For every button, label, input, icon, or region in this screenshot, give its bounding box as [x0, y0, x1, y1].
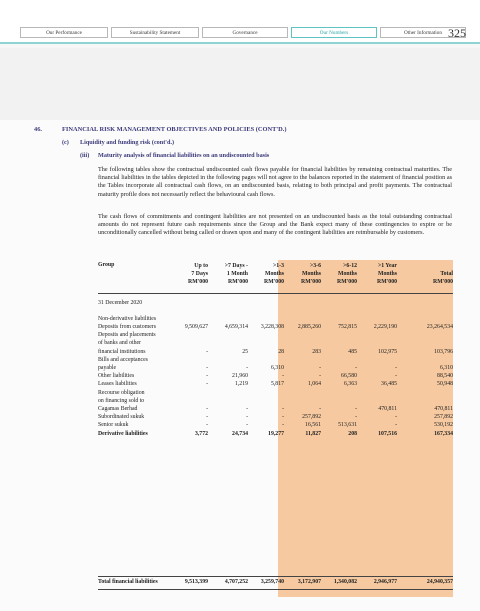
total-row-col-7: 24,940,357 — [426, 579, 453, 585]
total-row-col-6: 2,946,977 — [373, 579, 397, 585]
table-row-1-label-line-1: Deposits from customers — [98, 324, 156, 330]
table-row-2-col-5: 485 — [348, 348, 357, 355]
table-row-9-col-4: 11,827 — [305, 430, 321, 437]
table-row-7-col-6: - — [395, 414, 397, 421]
table-row-4-col-4: - — [319, 373, 321, 380]
column-header-5-line-3: RM'000 — [337, 279, 357, 285]
column-header-1-line-2: 7 Days — [191, 271, 208, 277]
table-row-2-col-4: 283 — [312, 348, 321, 355]
table-row-8-col-2: - — [246, 422, 248, 429]
table-row-1-col-5: 752,815 — [338, 324, 357, 330]
table-row-3-col-3: 6,310 — [270, 365, 284, 371]
total-row-col-3: 3,259,740 — [260, 579, 284, 585]
column-header-7-line-3: RM'000 — [433, 279, 453, 285]
table-row-5-col-5: 6,363 — [343, 381, 357, 388]
table-row-8-label-line-1: Senior sukuk — [98, 422, 129, 429]
subsection-title: Liquidity and funding risk (cont'd.) — [80, 139, 175, 146]
highlight-column-bank — [278, 260, 453, 597]
table-row-8-col-6: - — [395, 422, 397, 429]
column-header-4-line-3: RM'000 — [301, 279, 321, 285]
table-row-9-col-1: 3,772 — [194, 430, 208, 437]
table-row-2-col-6: 102,975 — [378, 348, 397, 355]
tab-our-performance[interactable]: Our Performance — [20, 27, 108, 38]
table-row-5-col-3: 5,817 — [270, 381, 284, 388]
table-row-6-col-5: - — [355, 406, 357, 412]
tab-our-numbers[interactable]: Our Numbers — [291, 27, 377, 38]
table-row-3-col-7: 6,310 — [439, 365, 453, 371]
total-row-col-4: 3,172,907 — [297, 579, 321, 585]
background-band — [0, 48, 480, 120]
table-row-8-col-3: - — [282, 422, 284, 429]
table-row-7-col-7: 257,892 — [434, 414, 453, 421]
column-header-5-line-1: >6-12 — [343, 263, 357, 269]
table-section-label: Non-derivative liabilities — [98, 316, 157, 322]
column-header-6-line-2: Months — [377, 271, 397, 277]
column-header-3-line-1: >1-3 — [272, 263, 284, 269]
total-row-col-5: 1,340,082 — [333, 579, 357, 585]
table-row-2-label-line-1: Deposits and placements — [98, 332, 156, 339]
total-row-col-2: 4,707,252 — [224, 579, 248, 585]
table-row-7-col-1: - — [206, 414, 208, 421]
table-row-3-col-2: - — [246, 365, 248, 371]
table-row-8-col-4: 16,561 — [305, 422, 321, 429]
table-row-2-col-1: - — [206, 348, 208, 355]
table-row-8-col-1: - — [206, 422, 208, 429]
table-row-1-col-2: 4,659,314 — [224, 324, 248, 330]
table-row-9-col-3: 19,277 — [268, 430, 284, 437]
table-row-1-col-3: 3,228,308 — [260, 324, 284, 330]
table-row-9-col-6: 107,516 — [378, 430, 397, 437]
total-bottom-rule — [98, 589, 453, 590]
table-row-3-col-5: - — [355, 365, 357, 371]
table-row-5-col-1: - — [206, 381, 208, 388]
column-header-2-line-2: 1 Month — [226, 271, 248, 277]
paragraph-2: The cash flows of commitments and contingent liabilities are not presented on an undiscounted basis as the total outstanding contractual amounts do not represent future cash requirements since the Group and the Bank expect many of these contingencies to expire or be unconditionally cancelled without being called or drawn upon and many of the contingent liabilities are reimbursable by customers. — [98, 213, 452, 237]
total-top-rule — [98, 576, 453, 577]
table-row-6-label-line-3: Cagamas Berhad — [98, 406, 138, 412]
column-header-3-line-2: Months — [264, 271, 284, 277]
table-row-1-col-1: 9,509,627 — [184, 324, 208, 330]
table-row-4-label-line-1: Other liabilities — [98, 373, 135, 380]
table-row-6-label-line-1: Recourse obligation — [98, 389, 145, 396]
table-row-2-col-2: 25 — [242, 348, 248, 355]
table-row-6-label-line-2: on financing sold to — [98, 397, 145, 404]
column-header-2-line-3: RM'000 — [228, 279, 248, 285]
table-row-2-label-line-2: of banks and other — [98, 340, 141, 347]
tab-governance[interactable]: Governance — [202, 27, 288, 38]
table-row-7-label-line-1: Subordinated sukuk — [98, 414, 145, 421]
table-row-5-col-4: 1,064 — [307, 381, 321, 388]
header-rule — [0, 42, 480, 44]
table-row-9-label-line-1: Derivative liabilities — [98, 430, 148, 437]
column-header-3-line-3: RM'000 — [264, 279, 284, 285]
tab-other-information[interactable]: Other Information — [380, 27, 466, 38]
table-row-4-col-3: - — [282, 373, 284, 380]
subsection-label: (c) — [62, 139, 69, 146]
section-nav — [20, 27, 469, 39]
subsubsection-label: (iii) — [80, 152, 90, 159]
table-row-1-col-6: 2,229,190 — [373, 324, 397, 330]
table-row-7-col-5: - — [355, 414, 357, 421]
table-row-5-col-7: 50,948 — [437, 381, 453, 388]
page-number: 325 — [448, 26, 466, 40]
table-row-6-col-6: 470,811 — [378, 406, 397, 412]
total-row-label: Total financial liabilities — [98, 579, 158, 585]
section-number: 46. — [34, 126, 42, 133]
table-row-3-label-line-2: payable — [98, 365, 117, 371]
table-row-8-col-5: 513,631 — [338, 422, 357, 429]
table-row-1-col-7: 23,264,534 — [426, 324, 453, 330]
table-row-4-col-7: 88,540 — [437, 373, 453, 380]
table-row-3-col-1: - — [206, 365, 208, 371]
table-row-6-col-1: - — [206, 406, 208, 412]
table-row-3-label-line-1: Bills and acceptances — [98, 356, 148, 363]
table-date-label: 31 December 2020 — [98, 300, 143, 306]
column-header-1-line-3: RM'000 — [188, 279, 208, 285]
table-row-6-col-2: - — [246, 406, 248, 412]
column-header-4-line-2: Months — [301, 271, 321, 277]
table-row-9-col-2: 24,734 — [232, 430, 248, 437]
table-group-label: Group — [98, 262, 115, 268]
table-row-5-label-line-1: Leases liabilities — [98, 381, 137, 388]
column-header-6-line-1: >1 Year — [377, 263, 397, 269]
table-row-3-col-4: - — [319, 365, 321, 371]
table-row-9-col-5: 208 — [348, 430, 357, 437]
section-title: FINANCIAL RISK MANAGEMENT OBJECTIVES AND POLICIES (CONT'D.) — [62, 126, 287, 133]
table-row-6-col-4: - — [319, 406, 321, 412]
table-row-4-col-1: - — [206, 373, 208, 380]
table-row-2-label-line-3: financial institutions — [98, 348, 146, 355]
column-header-2-line-1: >7 Days - — [224, 263, 248, 269]
subsubsection-title: Maturity analysis of financial liabilities on an undiscounted basis — [98, 152, 270, 159]
table-row-9-col-7: 167,334 — [434, 430, 453, 437]
table-row-3-col-6: - — [395, 365, 397, 371]
table-row-7-col-2: - — [246, 414, 248, 421]
column-header-6-line-3: RM'000 — [377, 279, 397, 285]
table-row-4-col-5: 66,580 — [341, 373, 357, 380]
column-header-4-line-1: >3-6 — [309, 263, 321, 269]
column-header-7-line-2: Total — [440, 271, 453, 277]
table-row-6-col-7: 470,811 — [434, 406, 453, 412]
table-row-2-col-7: 103,796 — [434, 348, 453, 355]
tab-sustainability-statement[interactable]: Sustainability Statement — [111, 27, 199, 38]
table-row-2-col-3: 28 — [278, 348, 284, 355]
column-header-1-line-1: Up to — [194, 263, 208, 269]
table-row-4-col-2: 21,960 — [232, 373, 248, 380]
header-divider — [98, 293, 453, 294]
table-row-1-col-4: 2,885,260 — [297, 324, 321, 330]
table-row-5-col-2: 1,219 — [234, 381, 248, 388]
total-row-col-1: 9,513,399 — [184, 579, 208, 585]
table-row-6-col-3: - — [282, 406, 284, 412]
paragraph-1: The following tables show the contractual undiscounted cash flows payable for financial liabilities by remaining contractual maturities. The financial liabilities in the tables depicted in the following pages will not agree to the balances reported in the statement of financial position as the Tables incorporate all contractual cash flows, on an undiscounted basis, relating to both principal and profit payments. The contractual maturity profile does not necessarily reflect the behavioural cash flows. — [98, 166, 452, 198]
table-row-7-col-4: 257,892 — [302, 414, 321, 421]
table-row-7-col-3: - — [282, 414, 284, 421]
table-row-8-col-7: 530,192 — [434, 422, 453, 429]
column-header-5-line-2: Months — [337, 271, 357, 277]
table-row-4-col-6: - — [395, 373, 397, 380]
table-row-5-col-6: 36,485 — [381, 381, 397, 388]
